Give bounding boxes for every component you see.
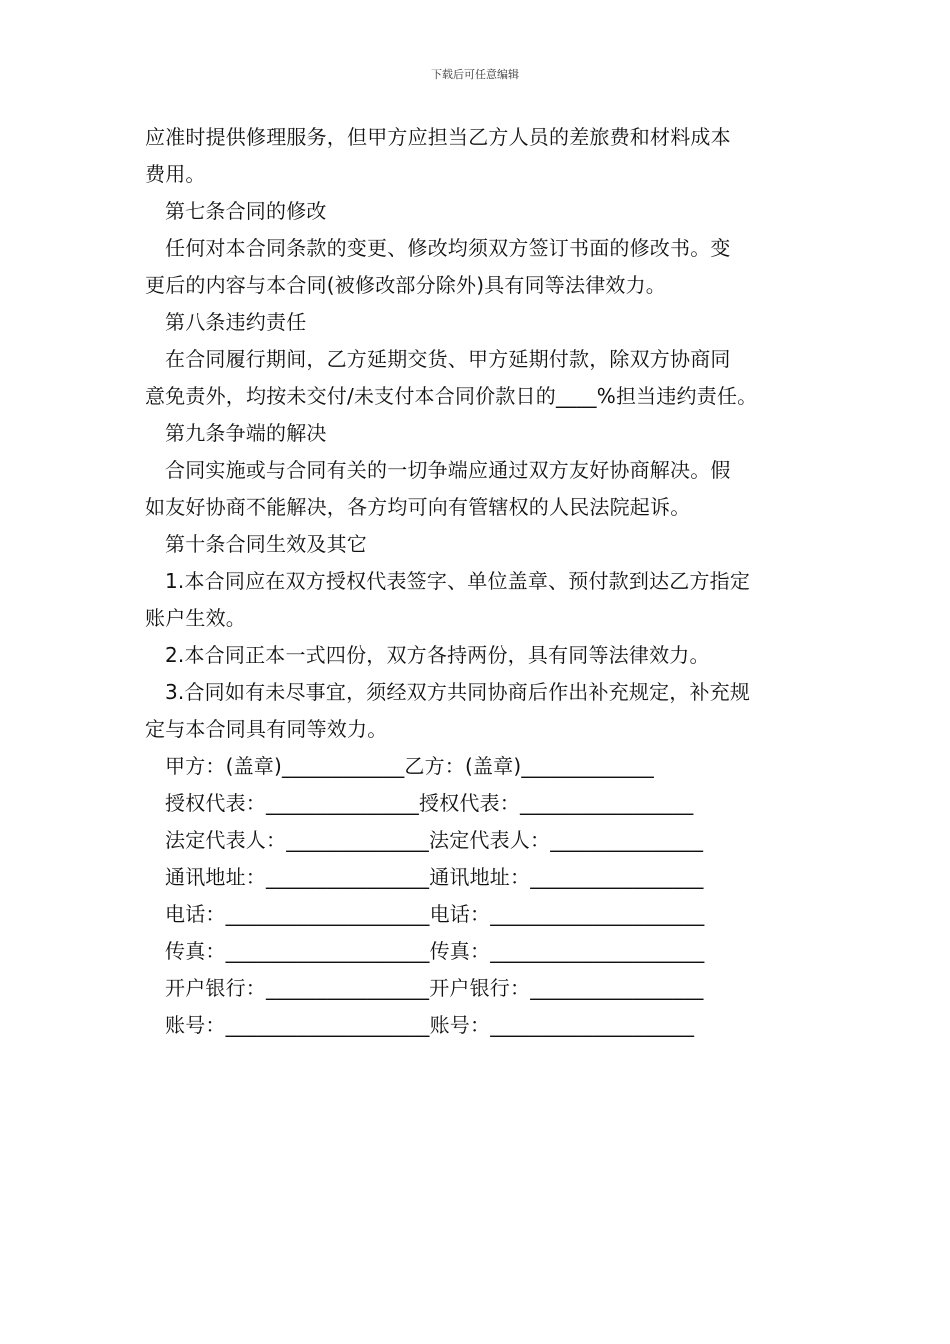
signature-line: 传真：____________________传真：_____________________ bbox=[165, 939, 705, 963]
signature-line: 电话：____________________电话：_____________________ bbox=[165, 902, 705, 926]
signature-line: 法定代表人：______________法定代表人：_______________ bbox=[165, 828, 704, 852]
text-line: 账户生效。 bbox=[145, 606, 246, 630]
section-heading: 第八条违约责任 bbox=[165, 310, 307, 334]
text-line: 3.合同如有未尽事宜，须经双方共同协商后作出补充规定，补充规 bbox=[165, 680, 751, 704]
text-line: 费用。 bbox=[145, 162, 206, 186]
text-line: 在合同履行期间，乙方延期交货、甲方延期付款，除双方协商同 bbox=[165, 347, 731, 371]
text-line: 应准时提供修理服务，但甲方应担当乙方人员的差旅费和材料成本 bbox=[145, 125, 731, 149]
signature-line: 账号：____________________账号：____________________ bbox=[165, 1013, 695, 1037]
page-header: 下载后可任意编辑 bbox=[431, 68, 519, 81]
section-heading: 第十条合同生效及其它 bbox=[165, 532, 367, 556]
text-line: 定与本合同具有同等效力。 bbox=[145, 717, 388, 741]
text-line: 1.本合同应在双方授权代表签字、单位盖章、预付款到达乙方指定 bbox=[165, 569, 751, 593]
text-line: 2.本合同正本一式四份，双方各持两份，具有同等法律效力。 bbox=[165, 643, 710, 667]
text-line: 任何对本合同条款的变更、修改均须双方签订书面的修改书。变 bbox=[165, 236, 731, 260]
text-line: 如友好协商不能解决，各方均可向有管辖权的人民法院起诉。 bbox=[145, 495, 691, 519]
signature-line: 开户银行：________________开户银行：_________________ bbox=[165, 976, 704, 1000]
signature-line: 甲方：(盖章)____________乙方：(盖章)_____________ bbox=[165, 754, 655, 778]
signature-line: 通讯地址：________________通讯地址：_________________ bbox=[165, 865, 704, 889]
signature-line: 授权代表：_______________授权代表：_________________ bbox=[165, 791, 694, 815]
text-line: 意免责外，均按未交付/未支付本合同价款日的____%担当违约责任。 bbox=[145, 384, 758, 408]
document-body bbox=[145, 119, 810, 1044]
text-line: 更后的内容与本合同(被修改部分除外)具有同等法律效力。 bbox=[145, 273, 667, 297]
text-line: 合同实施或与合同有关的一切争端应通过双方友好协商解决。假 bbox=[165, 458, 731, 482]
section-heading: 第七条合同的修改 bbox=[165, 199, 327, 223]
section-heading: 第九条争端的解决 bbox=[165, 421, 327, 445]
